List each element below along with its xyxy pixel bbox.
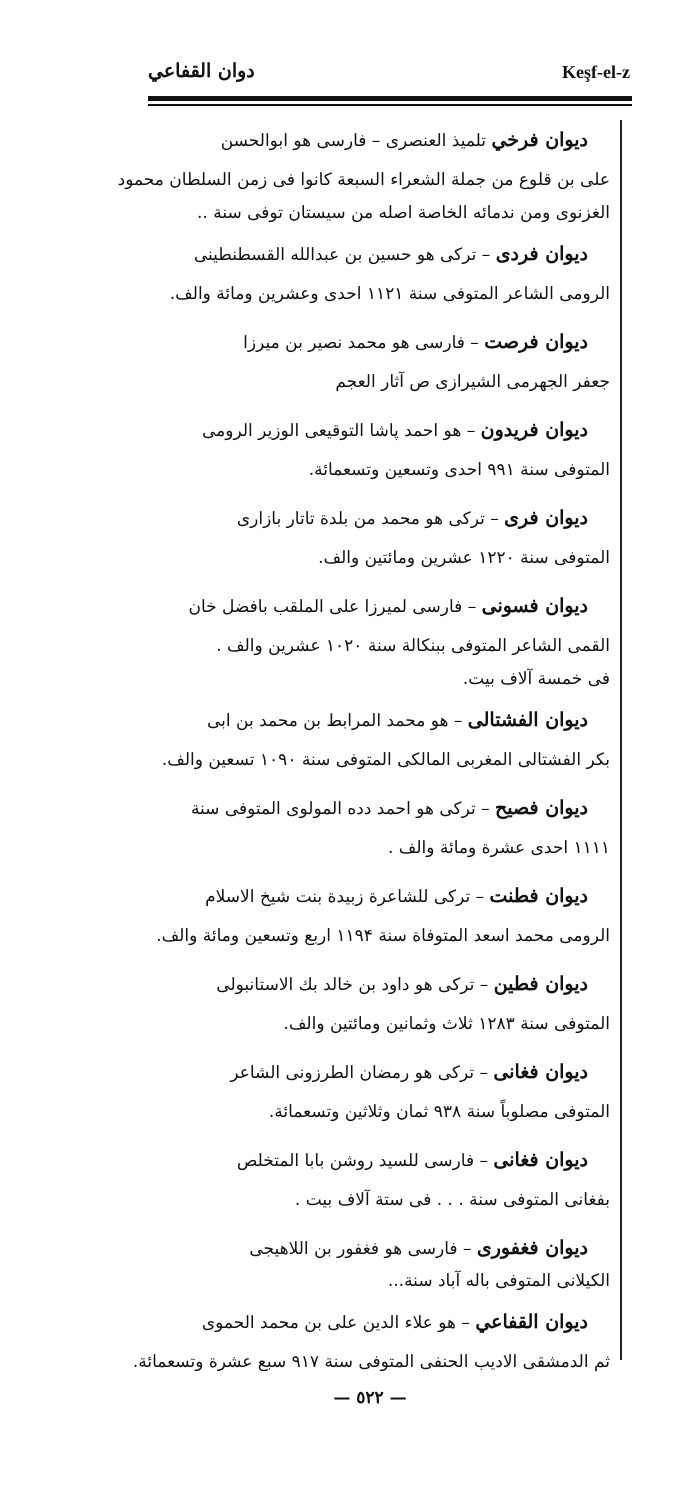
entry-line: الغزنوی ومن ندمائه الخاصة اصله من سیستان توفی سنة ..: [197, 203, 610, 223]
entry-title: ديوان القفاعي: [475, 1311, 588, 1333]
entry-fatin: [155, 964, 610, 1044]
entry-title: ديوان فری: [504, 507, 588, 529]
entry-text: – هو علاء الدین علی بن محمد الحموی: [201, 1313, 470, 1333]
entry-fasih: [155, 788, 610, 868]
entry-fusuni: [155, 586, 610, 692]
entry-title: ديوان فغانی: [493, 1061, 588, 1083]
entry-first-line: [155, 322, 610, 362]
entry-title: ديوان فطنت: [489, 885, 588, 907]
entry-title: ديوان فردی: [495, 243, 588, 265]
entry-title: ديوان فغفوری: [476, 1237, 588, 1259]
entry-text: – ترکی هو حسین بن عبدالله القسطنطینی: [193, 245, 491, 265]
entry-line: المتوفی سنة ۱۲۲۰ عشرین ومائتین والف.: [318, 548, 610, 568]
entry-text: تلمیذ العنصری – فارسی هو ابوالحسن: [220, 131, 487, 151]
entry-text: – هو محمد المرابط بن محمد بن ابی: [206, 711, 463, 731]
entry-fishtali: [155, 700, 610, 780]
entry-text: – ترکی هو احمد دده المولوی المتوفی سنة: [190, 799, 490, 819]
entry-fardi: [155, 234, 610, 314]
entry-line: بکر الفشتالی المغربی المالکی المتوفی سنة ۱۰۹۰ تسعین والف.: [161, 750, 610, 770]
entry-line: بفغانی المتوفی سنة . . . فی ستة آلاف بیت .: [294, 1190, 610, 1210]
entry-first-line: [155, 1052, 610, 1092]
header-rule-thin: [148, 104, 632, 106]
entry-first-line: [155, 876, 610, 916]
entry-title: ديوان فصيح: [495, 797, 588, 819]
entry-fitnat: [155, 876, 610, 956]
entry-text: – هو احمد پاشا التوقیعی الوزیر الرومی: [202, 421, 476, 441]
entry-first-line: [155, 1140, 610, 1180]
entry-text: – فارسی هو فغفور بن اللاهیجی: [249, 1239, 472, 1259]
entry-title: ديوان فرصت: [484, 331, 588, 353]
entry-line: المتوفی مصلوباً سنة ۹۳۸ ثمان وثلاثین وتسعمائة.: [268, 1102, 610, 1122]
margin-rule: [620, 120, 622, 1360]
entry-text: – ترکی هو داود بن خالد بك الاستانبولی: [216, 975, 489, 995]
running-header-book: Keşf-el-z: [562, 62, 630, 82]
entry-line: الرومی الشاعر المتوفی سنة ۱۱۲۱ احدی وعشرین ومائة والف.: [169, 284, 610, 304]
entry-text: – فارسی هو محمد نصیر بن میرزا: [243, 333, 479, 353]
entry-title: ديوان فغانی: [493, 1149, 588, 1171]
entry-first-line: [155, 498, 610, 538]
entry-first-line: [155, 964, 610, 1004]
entry-first-line: [155, 1228, 610, 1268]
entry-qaffai: [132, 1302, 610, 1382]
page-number: — ٥٢٢ —: [333, 1388, 407, 1408]
entry-first-line: [155, 410, 610, 450]
entry-faghfuri: [155, 1228, 610, 1294]
entry-line: المتوفی سنة ۱۲۸۳ ثلاث وثمانین ومائتین والف.: [283, 1014, 610, 1034]
entry-farrukhi: [117, 120, 610, 226]
entry-first-line: [155, 788, 610, 828]
entry-line: علی بن قلوع من جملة الشعراء السبعة كانوا فی زمن السلطان محمود: [117, 170, 610, 190]
entry-title: ديوان فريدون: [480, 419, 588, 441]
entry-line: القمی الشاعر المتوفی ببنکالة سنة ۱۰۲۰ عشرین والف .: [216, 636, 610, 656]
entry-line: فی خمسة آلاف بیت.: [462, 669, 610, 689]
entry-first-line: [155, 586, 610, 626]
entry-line: الرومی محمد اسعد المتوفاة سنة ۱۱۹۴ اربع وتسعین ومائة والف.: [156, 926, 610, 946]
entry-text: – ترکی هو رمضان الطرزونی الشاعر: [230, 1063, 489, 1083]
entry-fighani-persian: [155, 1140, 610, 1220]
entry-first-line: [155, 234, 610, 274]
entry-ferri: [155, 498, 610, 578]
header-rule-thick: [148, 96, 632, 101]
entry-text: – فارسی لمیرزا علی الملقب بافضل خان: [188, 597, 477, 617]
entry-first-line: [155, 1302, 610, 1342]
entry-line: جعفر الجهرمی الشیرازی ص آثار العجم: [335, 372, 610, 392]
entry-text: – ترکی للشاعرة زبیدة بنت شیخ الاسلام: [205, 887, 485, 907]
running-header-title: دوان القفاعي: [148, 60, 255, 82]
entry-fighani-turkish: [155, 1052, 610, 1132]
entry-title: ديوان فطين: [493, 973, 588, 995]
entry-feridun: [155, 410, 610, 490]
entry-line: ثم الدمشقی الادیب الحنفی المتوفی سنة ۹۱۷ سبع عشرة وتسعمائة.: [132, 1352, 610, 1372]
entry-title: ديوان الفشتالی: [467, 709, 588, 731]
entry-line: ۱۱۱۱ احدی عشرة ومائة والف .: [387, 838, 610, 858]
entries-column: [117, 120, 610, 1390]
entry-line: المتوفی سنة ۹۹۱ احدی وتسعین وتسعمائة.: [308, 460, 610, 480]
entry-text: – ترکی هو محمد من بلدة تاتار بازاری: [236, 509, 499, 529]
entry-fursat: [155, 322, 610, 402]
entry-title: ديوان فرخي: [491, 129, 588, 151]
entry-text: – فارسی للسید روشن بابا المتخلص: [236, 1151, 489, 1171]
entry-first-line: [155, 120, 610, 160]
entry-line: الکیلانی المتوفی باله آباد سنة...: [387, 1271, 610, 1291]
entry-first-line: [155, 700, 610, 740]
entry-title: ديوان فسونی: [481, 595, 588, 617]
